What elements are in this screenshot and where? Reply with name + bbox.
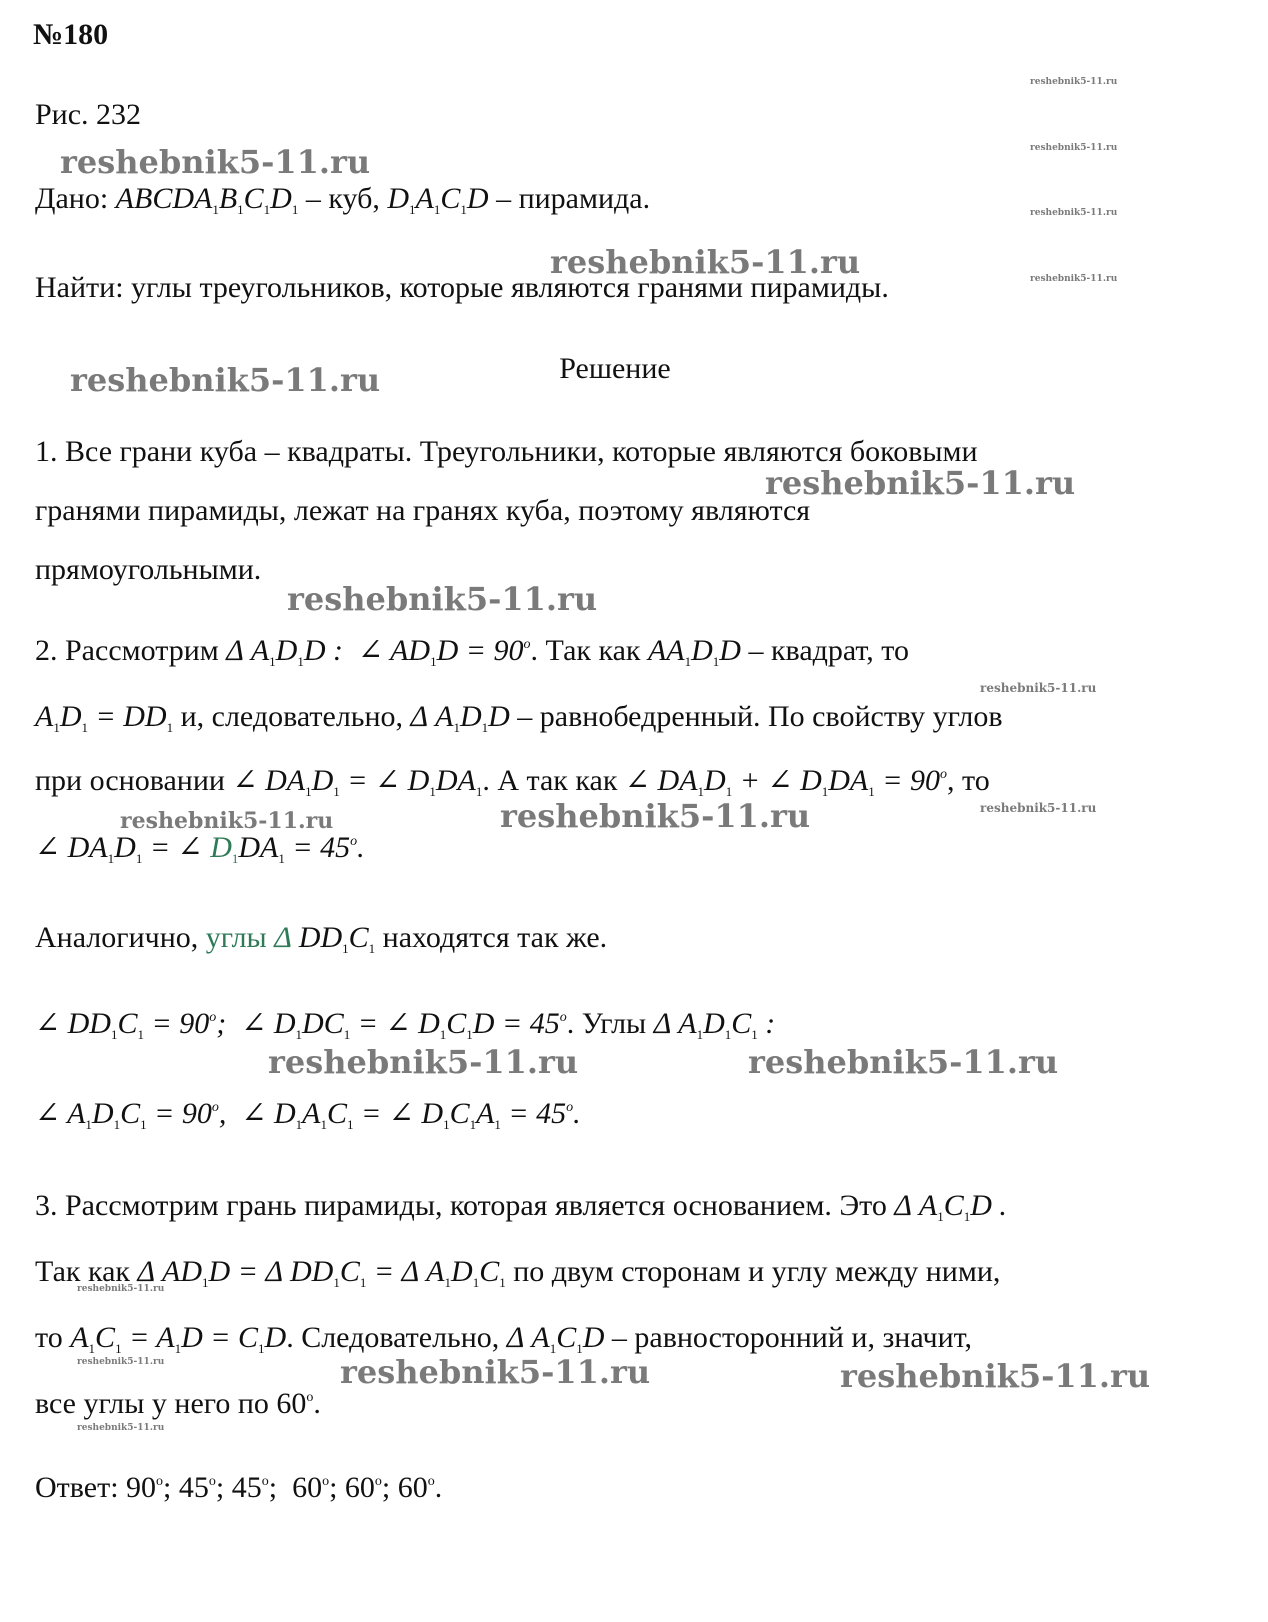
base-angles-sum: ∠ $DA_1D_1$ + ∠ $D_1DA_1 = 90^o$ bbox=[624, 764, 947, 799]
step2-text: – равнобедренный. По свойству углов bbox=[517, 700, 1003, 733]
given-cube-notation: $ABCDA_1B_1C_1D_1$ bbox=[115, 182, 299, 217]
triangle-ad1d: Δ $A_1D_1D$ : bbox=[226, 634, 343, 669]
triangle-dd1c1: Δ $DD_1C_1$ bbox=[274, 921, 376, 956]
watermark: reshebnik5-11.ru bbox=[980, 681, 1097, 695]
watermark: reshebnik5-11.ru bbox=[765, 464, 1076, 502]
watermark: reshebnik5-11.ru bbox=[268, 1043, 579, 1081]
sides-equal: $A_1C_1 = A_1D = C_1D$ bbox=[70, 1321, 287, 1356]
step3-line-4 bbox=[35, 1389, 321, 1419]
step2-text: при основании bbox=[35, 764, 225, 797]
step3-text: по двум сторонам и углу между ними, bbox=[513, 1255, 1001, 1288]
given-pyramid-word: – пирамида. bbox=[496, 182, 651, 215]
answer-label: Ответ: bbox=[35, 1471, 119, 1504]
triangle-a1d1d: Δ $A_1D_1D$ bbox=[410, 700, 510, 735]
angles-dd1c1: ∠ $DD_1C_1 = 90^o$; ∠ $D_1DC_1$ = ∠ $D_1C_1D = 45^o$ bbox=[35, 1007, 567, 1042]
step1-line-3: прямоугольными. bbox=[35, 553, 262, 586]
watermark: reshebnik5-11.ru bbox=[1030, 274, 1118, 284]
step2-line-2 bbox=[35, 702, 1002, 734]
angle-60: 60$^o$. bbox=[276, 1387, 321, 1420]
step2-text: – квадрат, то bbox=[748, 634, 910, 667]
watermark: reshebnik5-11.ru bbox=[340, 1353, 651, 1391]
base-angles-equal: ∠ $DA_1D_1$ = ∠ $D_1DA_1$ bbox=[232, 764, 483, 799]
step2-text: . А так как bbox=[482, 764, 618, 797]
angles-a1d1c1: ∠ $A_1D_1C_1 = 90^o$, ∠ $D_1A_1C_1$ = ∠ $D_1C_1A_1 = 45^o$. bbox=[35, 1097, 581, 1132]
watermark: reshebnik5-11.ru bbox=[77, 1357, 165, 1367]
step2-text: , то bbox=[947, 764, 990, 797]
step3-line-2 bbox=[35, 1257, 1000, 1289]
step2-text: 2. Рассмотрим bbox=[35, 634, 219, 667]
watermark: reshebnik5-11.ru bbox=[120, 808, 334, 834]
answer-value: 90$^o$; bbox=[126, 1471, 172, 1504]
square-aa1d1d: $AA_1D_1D$ bbox=[647, 634, 741, 669]
angles-a1d1c1-line bbox=[35, 1099, 581, 1131]
analog-line bbox=[35, 923, 607, 955]
triangle-a1d1c1: Δ $A_1D_1C_1$ : bbox=[653, 1007, 776, 1042]
step3-line-1 bbox=[35, 1191, 1007, 1223]
solution-heading: Решение bbox=[559, 352, 671, 385]
watermark: reshebnik5-11.ru bbox=[70, 361, 381, 399]
base-angles-result: ∠ $DA_1D_1$ = ∠ $D_1DA_1 = 45^o$. bbox=[35, 831, 365, 866]
watermark: reshebnik5-11.ru bbox=[60, 143, 371, 181]
watermark: reshebnik5-11.ru bbox=[840, 1357, 1151, 1395]
equality-a1d1-dd1: $A_1D_1 = DD_1$ bbox=[35, 700, 174, 735]
answer-value: 60$^o$; bbox=[344, 1471, 391, 1504]
step1-line-2: гранями пирамиды, лежат на гранях куба, поэтому являются bbox=[35, 494, 811, 527]
triangles-congruent: Δ $AD_1D = \Delta$ $DD_1C_1 = \Delta$ $A_1D_1C_1$ bbox=[137, 1255, 506, 1290]
step3-text: все углы у него по bbox=[35, 1387, 269, 1420]
triangle-a1c1d-2: Δ $A_1C_1D$ bbox=[506, 1321, 605, 1356]
answer-value: 45$^o$; bbox=[178, 1471, 225, 1504]
given-pyramid-notation: $D_1A_1C_1D$ bbox=[387, 182, 489, 217]
step2-text: . Так как bbox=[530, 634, 641, 667]
analog-text: Аналогично, bbox=[35, 921, 199, 954]
angles-dd1c1-line bbox=[35, 1009, 775, 1041]
step2-text: и, следовательно, bbox=[180, 700, 404, 733]
analog-text: находятся так же. bbox=[382, 921, 608, 954]
step3-text: – равносторонний и, значит, bbox=[611, 1321, 972, 1354]
step3-text: Так как bbox=[35, 1255, 130, 1288]
angles-label: . Углы bbox=[566, 1007, 647, 1040]
step2-line-1 bbox=[35, 636, 909, 668]
answer-value: 60$^o$. bbox=[397, 1471, 443, 1504]
watermark: reshebnik5-11.ru bbox=[77, 1423, 165, 1433]
watermark: reshebnik5-11.ru bbox=[1030, 143, 1118, 153]
step3-text: 3. Рассмотрим грань пирамиды, которая является основанием. Это bbox=[35, 1189, 887, 1222]
given-label: Дано: bbox=[35, 182, 109, 215]
watermark: reshebnik5-11.ru bbox=[500, 797, 811, 835]
triangle-a1c1d: Δ $A_1C_1D$ . bbox=[894, 1189, 1007, 1224]
step3-text: . Следовательно, bbox=[286, 1321, 500, 1354]
watermark: reshebnik5-11.ru bbox=[287, 580, 598, 618]
answer-value: 60$^o$; bbox=[292, 1471, 338, 1504]
watermark: reshebnik5-11.ru bbox=[77, 1284, 165, 1294]
find-line: Найти: углы треугольников, которые являются гранями пирамиды. bbox=[35, 271, 889, 304]
answer-line bbox=[35, 1473, 442, 1503]
angle-ad1d: ∠ $AD_1D = 90^o$ bbox=[357, 634, 531, 669]
given-line bbox=[35, 184, 650, 216]
analog-angles-word: углы bbox=[205, 921, 267, 954]
step1-line-1: 1. Все грани куба – квадраты. Треугольники, которые являются боковыми bbox=[35, 435, 978, 468]
step3-line-3 bbox=[35, 1323, 972, 1355]
watermark: reshebnik5-11.ru bbox=[1030, 77, 1118, 87]
step2-line-3 bbox=[35, 766, 990, 798]
watermark: reshebnik5-11.ru bbox=[980, 801, 1097, 815]
watermark: reshebnik5-11.ru bbox=[748, 1043, 1059, 1081]
step2-line-4 bbox=[35, 833, 365, 865]
given-cube-word: – куб, bbox=[305, 182, 380, 215]
watermark: reshebnik5-11.ru bbox=[1030, 208, 1118, 218]
figure-reference: Рис. 232 bbox=[35, 98, 142, 131]
problem-number: №180 bbox=[33, 18, 109, 51]
answer-value: 45$^o$; bbox=[231, 1471, 278, 1504]
step3-text: то bbox=[35, 1321, 63, 1354]
watermark: reshebnik5-11.ru bbox=[550, 243, 861, 281]
